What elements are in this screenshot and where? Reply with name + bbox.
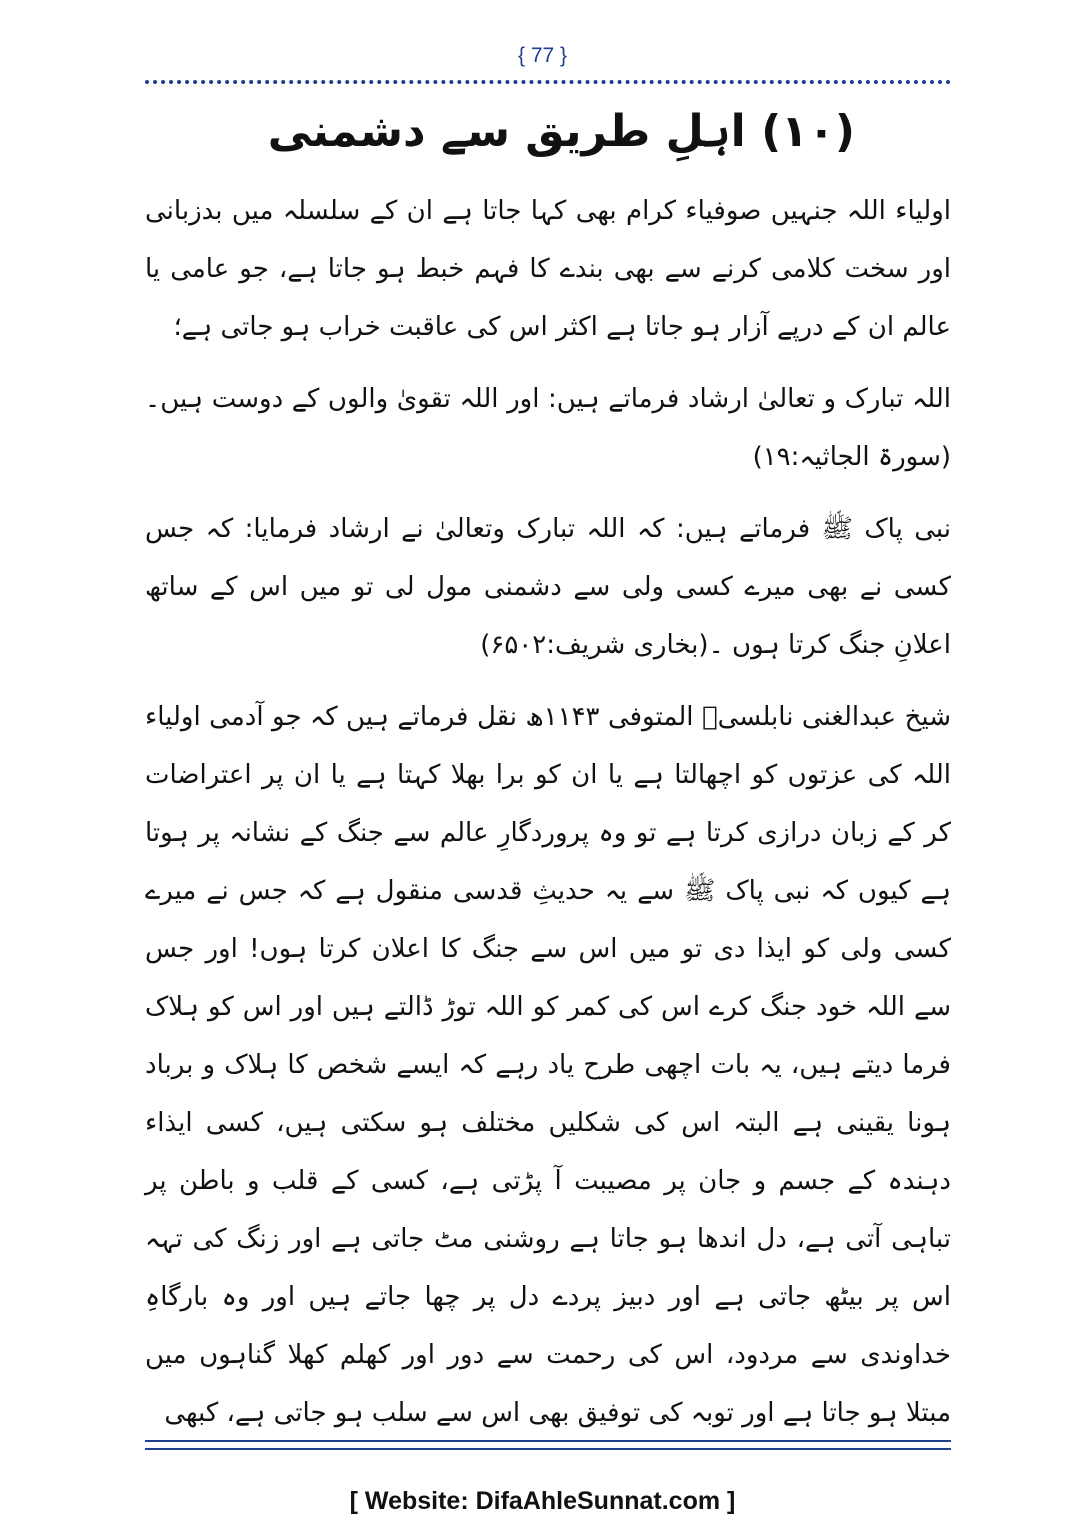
- section-title: (۱۰) اہلِ طریق سے دشمنی: [267, 106, 855, 157]
- paragraph-3: نبی پاک ﷺ فرماتے ہیں: کہ اللہ تبارک وتعالیٰ نے ارشاد فرمایا: کہ جس کسی نے بھی میرے کسی ولی سے دشمنی مول لی تو میں اس کے ساتھ اعلانِ جنگ کرتا ہوں ۔(بخاری شریف:۶۵۰۲): [145, 514, 951, 660]
- paragraph-4: شیخ عبدالغنی نابلسیؒ المتوفی ۱۱۴۳ھ نقل فرماتے ہیں کہ جو آدمی اولیاء اللہ کی عزتوں کو اچھالتا ہے یا ان کو برا بھلا کہتا ہے یا ان پر اعتراضات کر کے زبان درازی کرتا ہے تو وہ پروردگارِ عالم سے جنگ کے نشانہ پر ہوتا ہے کیوں کہ نبی پاک ﷺ سے یہ حدیثِ قدسی منقول ہے کہ جس نے میرے کسی ولی کو ایذا دی تو میں اس سے جنگ کا اعلان کرتا ہوں! اور جس سے اللہ خود جنگ کرے اس کی کمر کو اللہ توڑ ڈالتے ہیں اور اس کو ہلاک فرما دیتے ہیں، یہ بات اچھی طرح یاد رہے کہ ایسے شخص کا ہلاک و برباد ہونا یقینی ہے البتہ اس کی شکلیں مختلف ہو سکتی ہیں، کسی ایذاء دہندہ کے جسم و جان پر مصیبت آ پڑتی ہے، کسی کے قلب و باطن پر تباہی آتی ہے، دل اندھا ہو جاتا ہے روشنی مٹ جاتی ہے اور زنگ کی تہہ اس پر بیٹھ جاتی ہے اور دبیز پردے دل پر چھا جاتے ہیں اور وہ بارگاہِ خداوندی سے مردود، اس کی رحمت سے دور اور کھلم کھلا گناہوں میں مبتلا ہو جاتا ہے اور توبہ کی توفیق بھی اس سے سلب ہو جاتی ہے، کبھی: [145, 702, 951, 1428]
- body-text: [145, 182, 951, 1456]
- website-footer: [ Website: DifaAhleSunnat.com ]: [349, 1487, 736, 1515]
- paragraph-1: اولیاء اللہ جنہیں صوفیاء کرام بھی کہا جاتا ہے ان کے سلسلہ میں بدزبانی اور سخت کلامی کرنے سے بھی بندے کا فہم خبط ہو جاتا ہے، جو عامی یا عالم ان کے درپے آزار ہو جاتا ہے اکثر اس کی عاقبت خراب ہو جاتی ہے؛: [145, 196, 951, 342]
- bottom-double-divider: [145, 1440, 951, 1450]
- page-number: { 77 }: [517, 44, 568, 67]
- top-dotted-divider: [145, 80, 951, 84]
- paragraph-2: اللہ تبارک و تعالیٰ ارشاد فرماتے ہیں: اور اللہ تقویٰ والوں کے دوست ہیں۔(سورۃ الجاثیہ:۱۹): [145, 384, 951, 472]
